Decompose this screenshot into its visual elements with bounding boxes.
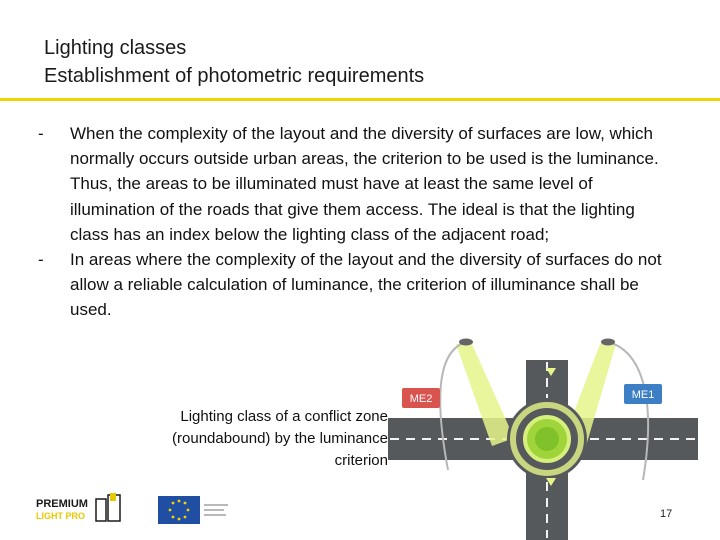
- lamp-head-right: [601, 339, 615, 346]
- title-line-1: Lighting classes: [44, 37, 187, 59]
- slide-title: [44, 34, 424, 90]
- roundabout-center: [535, 427, 559, 451]
- svg-text:LIGHT PRO: LIGHT PRO: [36, 511, 85, 521]
- class-label-left: ME2: [409, 393, 433, 405]
- bullet-item-1: [38, 121, 678, 247]
- roundabout-diagram: [388, 330, 698, 540]
- eu-flag-logo: [158, 496, 230, 524]
- title-divider: [0, 98, 720, 101]
- class-label-right: ME1: [631, 389, 655, 401]
- bullet-item-2: [38, 247, 678, 323]
- bullet-dash: -: [38, 250, 44, 270]
- premium-light-logo: [36, 493, 126, 527]
- page-number: 17: [660, 508, 673, 520]
- svg-text:PREMIUM: PREMIUM: [36, 498, 88, 510]
- lamp-head-left: [459, 339, 473, 346]
- bullet-dash: -: [38, 124, 44, 143]
- title-line-2: Establishment of photometric requirements: [44, 65, 425, 87]
- bullet-text: In areas where the complexity of the layout and the diversity of surfaces do not allow a reliable calculation of luminance, the criterion of illuminance shall be used.: [70, 250, 662, 320]
- diagram-caption: Lighting class of a conflict zone (roundabound) by the luminance criterion: [172, 408, 388, 469]
- bullet-list: [38, 121, 678, 323]
- bullet-text: When the complexity of the layout and the diversity of surfaces are low, which normally occurs outside urban areas, the criterion to be used is the luminance. Thus, the areas to be illuminated must have at least the same level of illumination of the roads that give them access. The ideal is that the lighting class has an index below the lighting class of the adjacent road;: [70, 124, 659, 244]
